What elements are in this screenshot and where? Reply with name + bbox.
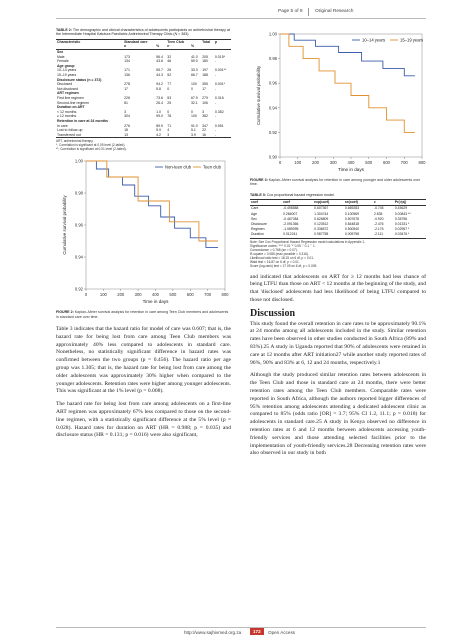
table-cell: Regimen <box>251 227 265 232</box>
table-cell: 0.00843 ** <box>394 211 411 216</box>
table-cell: 278 <box>124 82 130 87</box>
x-tick-label: 400 <box>347 160 355 165</box>
table-cell: 44.3 <box>156 72 163 77</box>
table-cell: 0.844818 <box>344 222 360 227</box>
table-cell: 0.123512 <box>314 222 329 227</box>
table-cell: -2.176 <box>373 227 384 232</box>
figure3-chart <box>250 28 426 173</box>
x-tick-label: 400 <box>152 292 159 298</box>
table-cell: 52 <box>167 72 172 77</box>
table-cell: -1.089095 <box>283 227 299 232</box>
table-cell: 136 <box>124 72 130 77</box>
table-cell: 304 <box>124 114 130 119</box>
table-cell: 78 <box>167 114 172 119</box>
table-cell: 41.0 <box>190 54 198 59</box>
paragraph: The hazard rate for being lost from care among adolescents on a first-line ART regimen was approximately 67% less compared to those on the second-line regimen, with a statistically significant difference at the 5% level (p = 0.028). Hazard rates for duration on ART (HR = 0.988; p = 0.035) and disclosure status (HR = 0.131; p = 0.016) were also significant, <box>56 401 231 439</box>
table-cell: 0.500540 <box>344 227 360 232</box>
table-cell: 0.01331 * <box>394 222 410 227</box>
table-cell: 17 <box>202 86 206 91</box>
table-cell: 66.7 <box>190 72 198 77</box>
legend-label: Non-teen club <box>165 164 192 170</box>
figure2-caption: FIGURE 2: Kaplan–Meier survival analysis for retention in care among Teen Club members and adolescents in standard care over time. <box>56 310 229 319</box>
table2-col-header: Teen Club <box>167 39 184 44</box>
table-cell: Disclosure status (n = 372) <box>57 77 102 82</box>
table-cell: 10–14 years <box>57 68 77 73</box>
table-cell: -2.111 <box>373 232 384 237</box>
table-cell: 26 <box>167 68 172 73</box>
right-body-text <box>250 274 426 459</box>
table-cell: 0.35756 <box>394 216 408 221</box>
table-cell: 26.4 <box>156 100 163 105</box>
y-tick-label: 1.00 <box>74 158 83 164</box>
x-tick-label: 600 <box>383 160 390 165</box>
paragraph: Although the study produced similar retention rates between adolescents in the Teen Club and those in standard care at 24 months, there were better retention rates among the Teen Club members. Comparable rates were reported in South Africa, although the authors reported bigger differences of 95% retention among adolescents attending a dedicated adolescent clinic as compared to 85% (odds ratio [OR] = 3.7; 95% CI 1.2, 11.1; p = 0.018) for adolescents in standard care.25 A study in Kenya observed no difference in retention rates at 6 and 12 months between adolescents accessing youth-friendly services and those attending selected facilities prior to the implementation of youth-friendly services.28 Decreasing retention rates were also observed in our study in both <box>250 372 426 457</box>
table-cell: ≥ 12 months <box>57 114 77 119</box>
x-tick-label: 0 <box>278 160 282 165</box>
table-cell: Sex <box>57 50 64 54</box>
table-cell: - <box>214 59 217 64</box>
table-cell: 0.382 <box>214 109 224 114</box>
table-cell: 5.9 <box>156 128 162 133</box>
table-cell: 71 <box>167 123 172 128</box>
table-cell: 3.9 <box>190 132 196 137</box>
table-cell: Disclosed <box>57 82 73 87</box>
y-axis-label: Cumulative survival probability <box>62 195 67 255</box>
x-tick-label: 500 <box>365 160 373 165</box>
table-cell: 0 <box>190 86 193 91</box>
table-cell: 0.012241 <box>283 232 298 237</box>
legend-label: 15–19 years <box>400 37 424 43</box>
x-tick-label: 200 <box>117 292 125 298</box>
table-cell: Sex <box>251 216 257 221</box>
table-cell: Not disclosed <box>57 86 79 91</box>
table-cell: 5.8 <box>156 86 162 91</box>
y-tick-label: 0.96 <box>268 80 277 86</box>
figure3 <box>250 28 426 178</box>
table-note: Note: See Cox Proportional Hazard Regression model calculations in Appendix 1. <box>250 239 365 244</box>
table3-col-header: z <box>373 200 394 206</box>
table-cell: 67.9 <box>190 95 198 100</box>
table-cell: 3 <box>202 109 205 114</box>
table-cell: 355 <box>202 82 208 87</box>
table-cell: 197 <box>202 68 208 73</box>
section-heading-discussion: Discussion <box>250 307 296 319</box>
table-cell: Duration <box>251 232 264 237</box>
y-tick-label: 0.94 <box>74 254 83 260</box>
table3-col-header: se(coef) <box>344 200 373 206</box>
table3 <box>250 199 426 238</box>
right-column <box>250 28 426 463</box>
x-tick-label: 300 <box>329 160 337 165</box>
table-cell: 3 <box>167 132 170 137</box>
table-cell: 16 <box>202 132 206 137</box>
table-cell: 279 <box>202 95 208 100</box>
table-cell: 0.987758 <box>314 232 329 237</box>
table-cell: 46 <box>167 59 172 64</box>
paragraph: This study found the overall retention in care rates to be approximately 90.1% at 24 months among all adolescents included in the study. Similar retention rates have been observed in other studies conducted in South Africa (89% and 83%).25 A study in Uganda reported that 90% of adolescents were retained in care at 12 months after ART initiation27 while another study reported rates of 96%, 90% and 83% at 6, 12 and 24 months, respectively.1 <box>250 320 426 366</box>
table-row <box>250 232 426 238</box>
table-cell: 0.03476 * <box>394 232 410 237</box>
table-cell: 188 <box>202 72 208 77</box>
table-cell: - <box>214 100 217 105</box>
y-tick-label: 1.00 <box>268 31 277 37</box>
table-cell: 59.0 <box>190 59 198 64</box>
table-cell: Care <box>251 206 259 211</box>
plot-area <box>86 161 225 289</box>
table-cell: 15–19 years <box>57 72 77 77</box>
table-cell: 106 <box>202 100 208 105</box>
table-cell: Age <box>251 211 258 216</box>
table-cell: - <box>214 114 217 119</box>
table-cell: 2.635 <box>373 211 383 216</box>
table-note: R-square = 0.086 (max possible = 0.316). <box>250 251 309 256</box>
table-cell: Disclosure <box>251 222 267 227</box>
table-cell: 22 <box>202 128 206 133</box>
y-tick-label: 0.92 <box>74 286 83 292</box>
table3-col-header: Pr(>|z|) <box>394 200 426 206</box>
table2-col-header: Standard care <box>124 39 148 44</box>
table-cell: 0.266007 <box>283 211 298 216</box>
table-cell: 0.316 <box>214 95 224 100</box>
table-cell: 32.1 <box>190 100 198 105</box>
table-cell: 0.02957 * <box>394 227 410 232</box>
table-cell: 226 <box>124 95 130 100</box>
table-cell: 0.005798 <box>344 232 360 237</box>
table-cell: 5.1 <box>190 128 196 133</box>
table-cell: 0.669283 <box>344 206 360 211</box>
table-cell: Retention in care at 24 months <box>57 118 108 123</box>
table-cell: 17 <box>124 86 128 91</box>
y-tick-label: 0.98 <box>268 56 277 62</box>
table-cell: 53 <box>167 95 172 100</box>
x-tick-label: 700 <box>204 292 212 298</box>
table-cell: 0.100969 <box>344 211 360 216</box>
table-cell: 73.6 <box>156 95 163 100</box>
open-access-label: Open Access <box>268 630 296 635</box>
table-cell: 99.0 <box>156 114 163 119</box>
table-cell: - <box>214 86 217 91</box>
table2-subheader-row: n % n % <box>56 44 231 49</box>
table2-body <box>56 50 231 138</box>
table-cell: Duration on ART <box>57 105 85 110</box>
x-tick-label: 100 <box>294 160 302 165</box>
table-cell: 3 <box>124 109 127 114</box>
table-cell: 0.607367 <box>314 206 329 211</box>
left-body-text <box>56 326 231 440</box>
table-cell: 4 <box>167 128 170 133</box>
table3-col-header: coef <box>250 200 282 206</box>
table-cell: Lost to follow-up <box>57 128 83 133</box>
table3-notes <box>250 240 426 268</box>
left-column <box>56 28 231 445</box>
paragraph: and indicated that adolescents on ART for ≥ 12 months had less chance of being LTFU than those on ART < 12 months at the beginning of the study, and that 'disclosed' adolescents had less likelihood of being LTFU compared to those not disclosed. <box>250 273 426 304</box>
table-cell: 171 <box>124 68 130 73</box>
table-cell: - <box>214 72 217 77</box>
table-cell: ART regimen <box>57 91 79 96</box>
y-tick-label: 0.90 <box>268 154 277 160</box>
table-cell: 89.9 <box>156 123 163 128</box>
x-axis-label: Time in days <box>142 299 169 305</box>
table-cell: -0.920 <box>373 216 384 221</box>
table-cell: < 12 months <box>57 109 77 114</box>
legend-label: Teen club <box>203 164 221 170</box>
y-tick-label: 0.94 <box>268 105 277 111</box>
page-number-label: Page 5 of 9 <box>278 9 303 14</box>
table-cell: 0.507678 <box>344 216 360 221</box>
table3-col-header: exp(coef) <box>313 200 344 206</box>
x-tick-label: 200 <box>312 160 319 165</box>
table-cell: -0.467084 <box>283 216 299 221</box>
table-cell: 134 <box>124 59 130 64</box>
table-cell: 32 <box>167 54 172 59</box>
table-cell: 55.7 <box>156 68 163 73</box>
table-cell: 0 <box>167 86 170 91</box>
table-cell: -0.745 <box>373 206 384 211</box>
table-cell: 0.001** <box>214 68 227 73</box>
page-number-badge: 172 <box>250 628 264 635</box>
table-cell: -2.091366 <box>283 222 299 227</box>
figure3-caption: FIGURE 3: Kaplan–Meier survival analysis for retention in care among younger and older adolescents over time. <box>250 178 421 187</box>
table2 <box>56 39 231 138</box>
table-row <box>56 133 231 138</box>
table-cell: 100 <box>190 114 197 119</box>
table2-col-header: Characteristic <box>57 39 81 44</box>
legend-label: 10–14 years <box>362 37 386 43</box>
table2-col-header: p <box>214 39 218 44</box>
table-cell: 276 <box>124 123 130 128</box>
x-tick-label: 600 <box>186 292 194 298</box>
table-cell: 173 <box>124 54 130 59</box>
table-cell: 0 <box>167 109 170 114</box>
table-cell: 4.2 <box>156 132 162 137</box>
figure2-chart <box>56 155 231 305</box>
table-cell: -0.498588 <box>283 206 299 211</box>
table-cell: - <box>214 128 217 133</box>
y-axis-label: Cumulative survival probability <box>256 65 261 126</box>
table-cell: 0.336572 <box>314 227 329 232</box>
table-cell: Second-line regimen <box>57 100 90 105</box>
table-cell: 18 <box>124 128 128 133</box>
paragraph: Table 3 indicates that the hazard ratio for model of care was 0.607; that is, the hazard rate for being lost from care among Teen Club members was approximately 40% less compared to adolescents in standard care. Nonetheless, no statistically significant difference in hazard rates was confirmed between the two groups (p = 0.456). The hazard ratio per age group was 1.305; that is, the hazard rate for being lost from care among the older adolescents was approximately 30% higher when compared to the younger adolescents. Retention rates were higher among younger adolescents. This was significant at the 1% level (p = 0.008). <box>56 326 231 395</box>
table-note: Likelihood ratio test = 18.15 on 6 df, p = 0.01. <box>250 255 314 260</box>
table-cell: 43.6 <box>156 59 163 64</box>
table-cell: 13 <box>124 132 128 137</box>
table-cell: 81 <box>124 100 128 105</box>
table-cell: 0.626809 <box>314 216 329 221</box>
x-tick-label: 500 <box>169 292 177 298</box>
y-tick-label: 0.98 <box>74 190 83 196</box>
x-tick-label: 300 <box>134 292 142 298</box>
table-cell: Female <box>57 59 69 64</box>
figure2 <box>56 155 231 310</box>
journal-url-link[interactable]: http://www.sajhivmed.org.za <box>184 630 242 635</box>
table-note: Concordance = 0.768 (se = 0.07). <box>250 247 298 252</box>
table-cell: 0.45629 <box>394 206 408 211</box>
table-cell: 0.015* <box>214 54 226 59</box>
table-note: Wald test = 16.87 on 6 df, p = 0.01. <box>250 259 300 264</box>
table-cell: 77 <box>167 82 172 87</box>
x-tick-label: 800 <box>418 160 426 165</box>
table-cell: First line regimen <box>57 95 84 100</box>
table2-footnotes: ART, antiretroviral therapy. *, Correlation is significant at 0.05 level (2-tailed). **, Correlation is significant at 0.01 level (2-tailed). <box>56 139 127 152</box>
table-cell: 1.0 <box>156 109 162 114</box>
table-cell: 25 <box>167 100 172 105</box>
header-separator <box>308 8 309 16</box>
table-cell: 56.4 <box>156 54 163 59</box>
table-cell: 1.304744 <box>314 211 329 216</box>
table3-body <box>250 206 426 238</box>
y-tick-label: 0.92 <box>268 129 277 135</box>
table-cell: 180 <box>202 59 208 64</box>
table2-title: TABLE 2: The demographic and clinical characteristics of adolescents participants on antiretroviral therapy at the Intermediate Hospital Katutura Paediatric Antiretroviral Therapy Clinic (N = 383). <box>56 28 230 37</box>
x-tick-label: 0 <box>84 292 88 298</box>
table3-col-header: coef <box>282 200 313 206</box>
table-cell: Transferred out <box>57 132 81 137</box>
table-cell: 0.001* <box>214 82 226 87</box>
table-cell: 382 <box>202 114 208 119</box>
table-cell: 100 <box>190 82 197 87</box>
y-tick-label: 0.96 <box>74 222 83 228</box>
table-note: Score (log-rank) test = 17.09 on 6 df, p = 0.009. <box>250 263 318 268</box>
table-cell: 0 <box>190 109 193 114</box>
table-cell: Age group <box>57 63 75 68</box>
x-tick-label: 800 <box>221 292 229 298</box>
table-cell: 91.0 <box>190 123 198 128</box>
table2-col-header: Total <box>202 39 211 44</box>
x-tick-label: 700 <box>400 160 408 165</box>
footer-rule <box>56 627 426 628</box>
table-cell: 347 <box>202 123 208 128</box>
table-note: Significance codes: '***' 0.01 '*' 0.05 '.' 0.1 ' ' 1. <box>250 243 316 248</box>
table-cell: 205 <box>202 54 208 59</box>
x-tick-label: 100 <box>99 292 107 298</box>
table-cell: - <box>214 132 217 137</box>
header-rule <box>56 18 426 19</box>
table-cell: Male <box>57 54 65 59</box>
table-cell: In care <box>57 123 68 128</box>
table-cell: 94.2 <box>156 82 163 87</box>
x-axis-label: Time in days <box>338 167 364 172</box>
table-cell: -2.476 <box>373 222 384 227</box>
table-cell: 33.3 <box>190 68 198 73</box>
section-label: Original Research <box>315 9 354 14</box>
table-cell: 0.951 <box>214 123 224 128</box>
table3-title: TABLE 3: Cox proportional hazard regression model. <box>250 192 335 197</box>
